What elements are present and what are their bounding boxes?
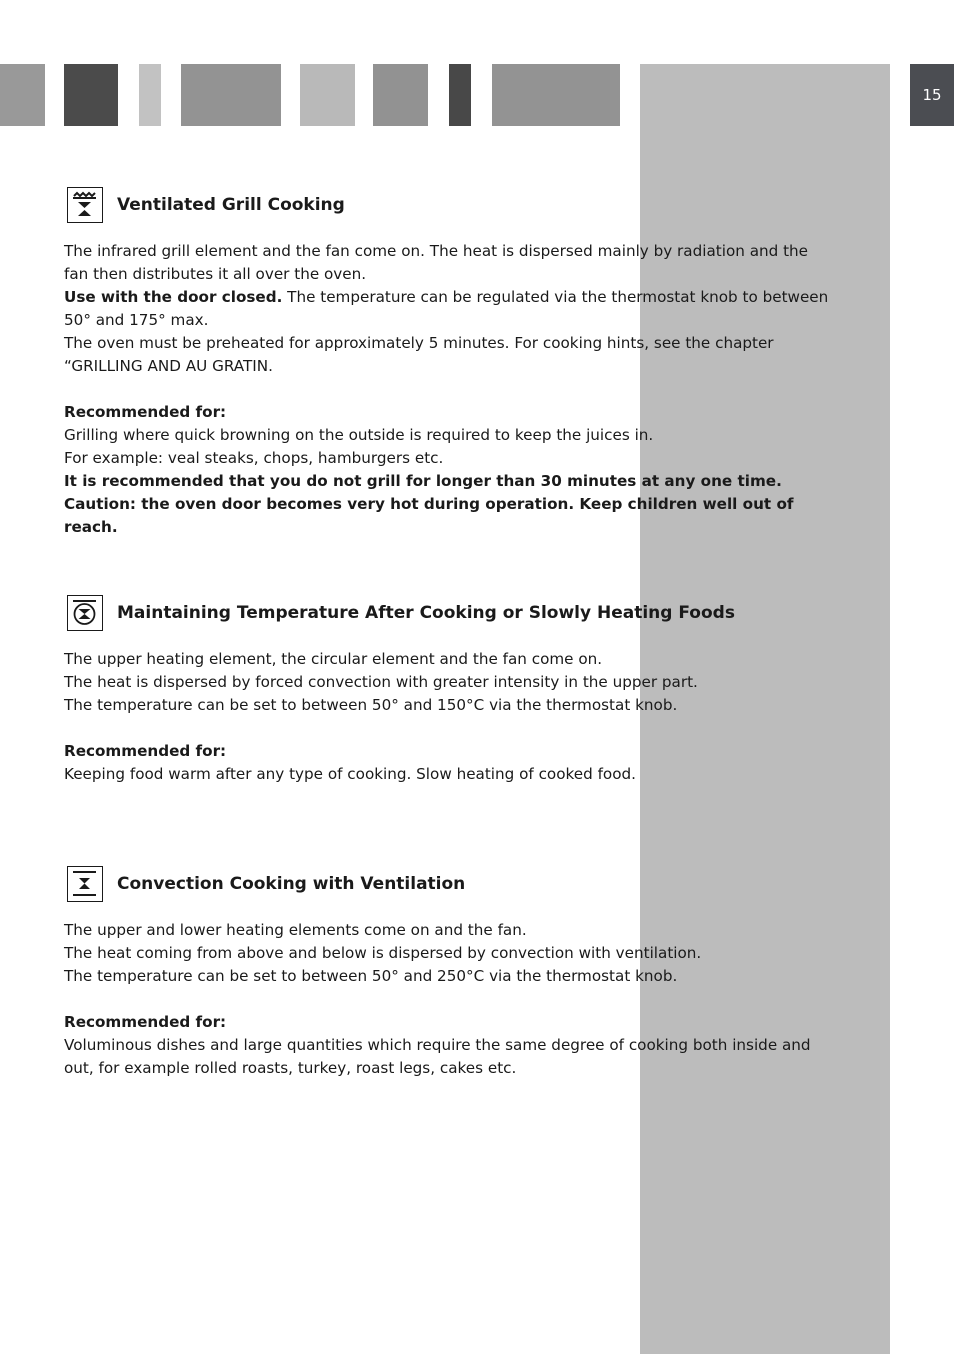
paragraph: Keeping food warm after any type of cooking. Slow heating of cooked food. — [64, 765, 636, 783]
section-heading — [64, 187, 834, 227]
paragraph: The temperature can be set to between 50° and 250°C via the thermostat knob. — [64, 967, 678, 985]
header-bar-5 — [300, 64, 355, 126]
bold-lead: Use with the door closed. — [64, 288, 283, 306]
header-bar-1 — [0, 64, 45, 126]
header-bar-7 — [449, 64, 471, 126]
warning-text: It is recommended that you do not grill for longer than 30 minutes at any one time. — [64, 472, 782, 490]
header-bar-2 — [64, 64, 118, 126]
paragraph: The heat is dispersed by forced convection with greater intensity in the upper part. — [64, 673, 698, 691]
paragraph: The upper and lower heating elements come on and the fan. — [64, 921, 527, 939]
grill-fan-icon — [67, 187, 103, 223]
section-convection-ventilation — [64, 866, 834, 1080]
header-bar-3 — [139, 64, 161, 126]
paragraph — [64, 286, 834, 332]
paragraph-text: The temperature can be regulated via the thermostat knob to between 50° and 175° max. — [64, 288, 829, 329]
paragraph: The heat coming from above and below is dispersed by convection with ventilation. — [64, 944, 702, 962]
convection-fan-icon — [67, 866, 103, 902]
paragraph: The upper heating element, the circular element and the fan come on. — [64, 650, 603, 668]
paragraph: The temperature can be set to between 50° and 150°C via the thermostat knob. — [64, 696, 678, 714]
section-maintaining-temperature — [64, 595, 834, 786]
section-heading — [64, 595, 834, 635]
paragraph: Voluminous dishes and large quantities which require the same degree of cooking both inside and out, for example rolled roasts, turkey, roast legs, cakes etc. — [64, 1036, 811, 1077]
header-bar-8 — [492, 64, 620, 126]
paragraph: For example: veal steaks, chops, hamburgers etc. — [64, 449, 444, 467]
recommended-label: Recommended for: — [64, 1013, 227, 1031]
circular-fan-icon — [67, 595, 103, 631]
section-title: Convection Cooking with Ventilation — [117, 874, 466, 894]
section-title: Ventilated Grill Cooking — [117, 195, 345, 215]
paragraph: The infrared grill element and the fan come on. The heat is dispersed mainly by radiation and the fan then distributes it all over the oven. — [64, 242, 809, 283]
header-bar-4 — [181, 64, 281, 126]
section-title: Maintaining Temperature After Cooking or Slowly Heating Foods — [117, 603, 735, 623]
section-heading — [64, 866, 834, 906]
recommended-label: Recommended for: — [64, 742, 227, 760]
page-number: 15 — [910, 64, 954, 126]
recommended-label: Recommended for: — [64, 403, 227, 421]
header-bar-6 — [373, 64, 428, 126]
caution-text: Caution: the oven door becomes very hot during operation. Keep children well out of reach. — [64, 495, 794, 536]
section-ventilated-grill — [64, 187, 834, 539]
paragraph: The oven must be preheated for approximately 5 minutes. For cooking hints, see the chapter “GRILLING AND AU GRATIN. — [64, 334, 774, 375]
paragraph: Grilling where quick browning on the outside is required to keep the juices in. — [64, 426, 654, 444]
